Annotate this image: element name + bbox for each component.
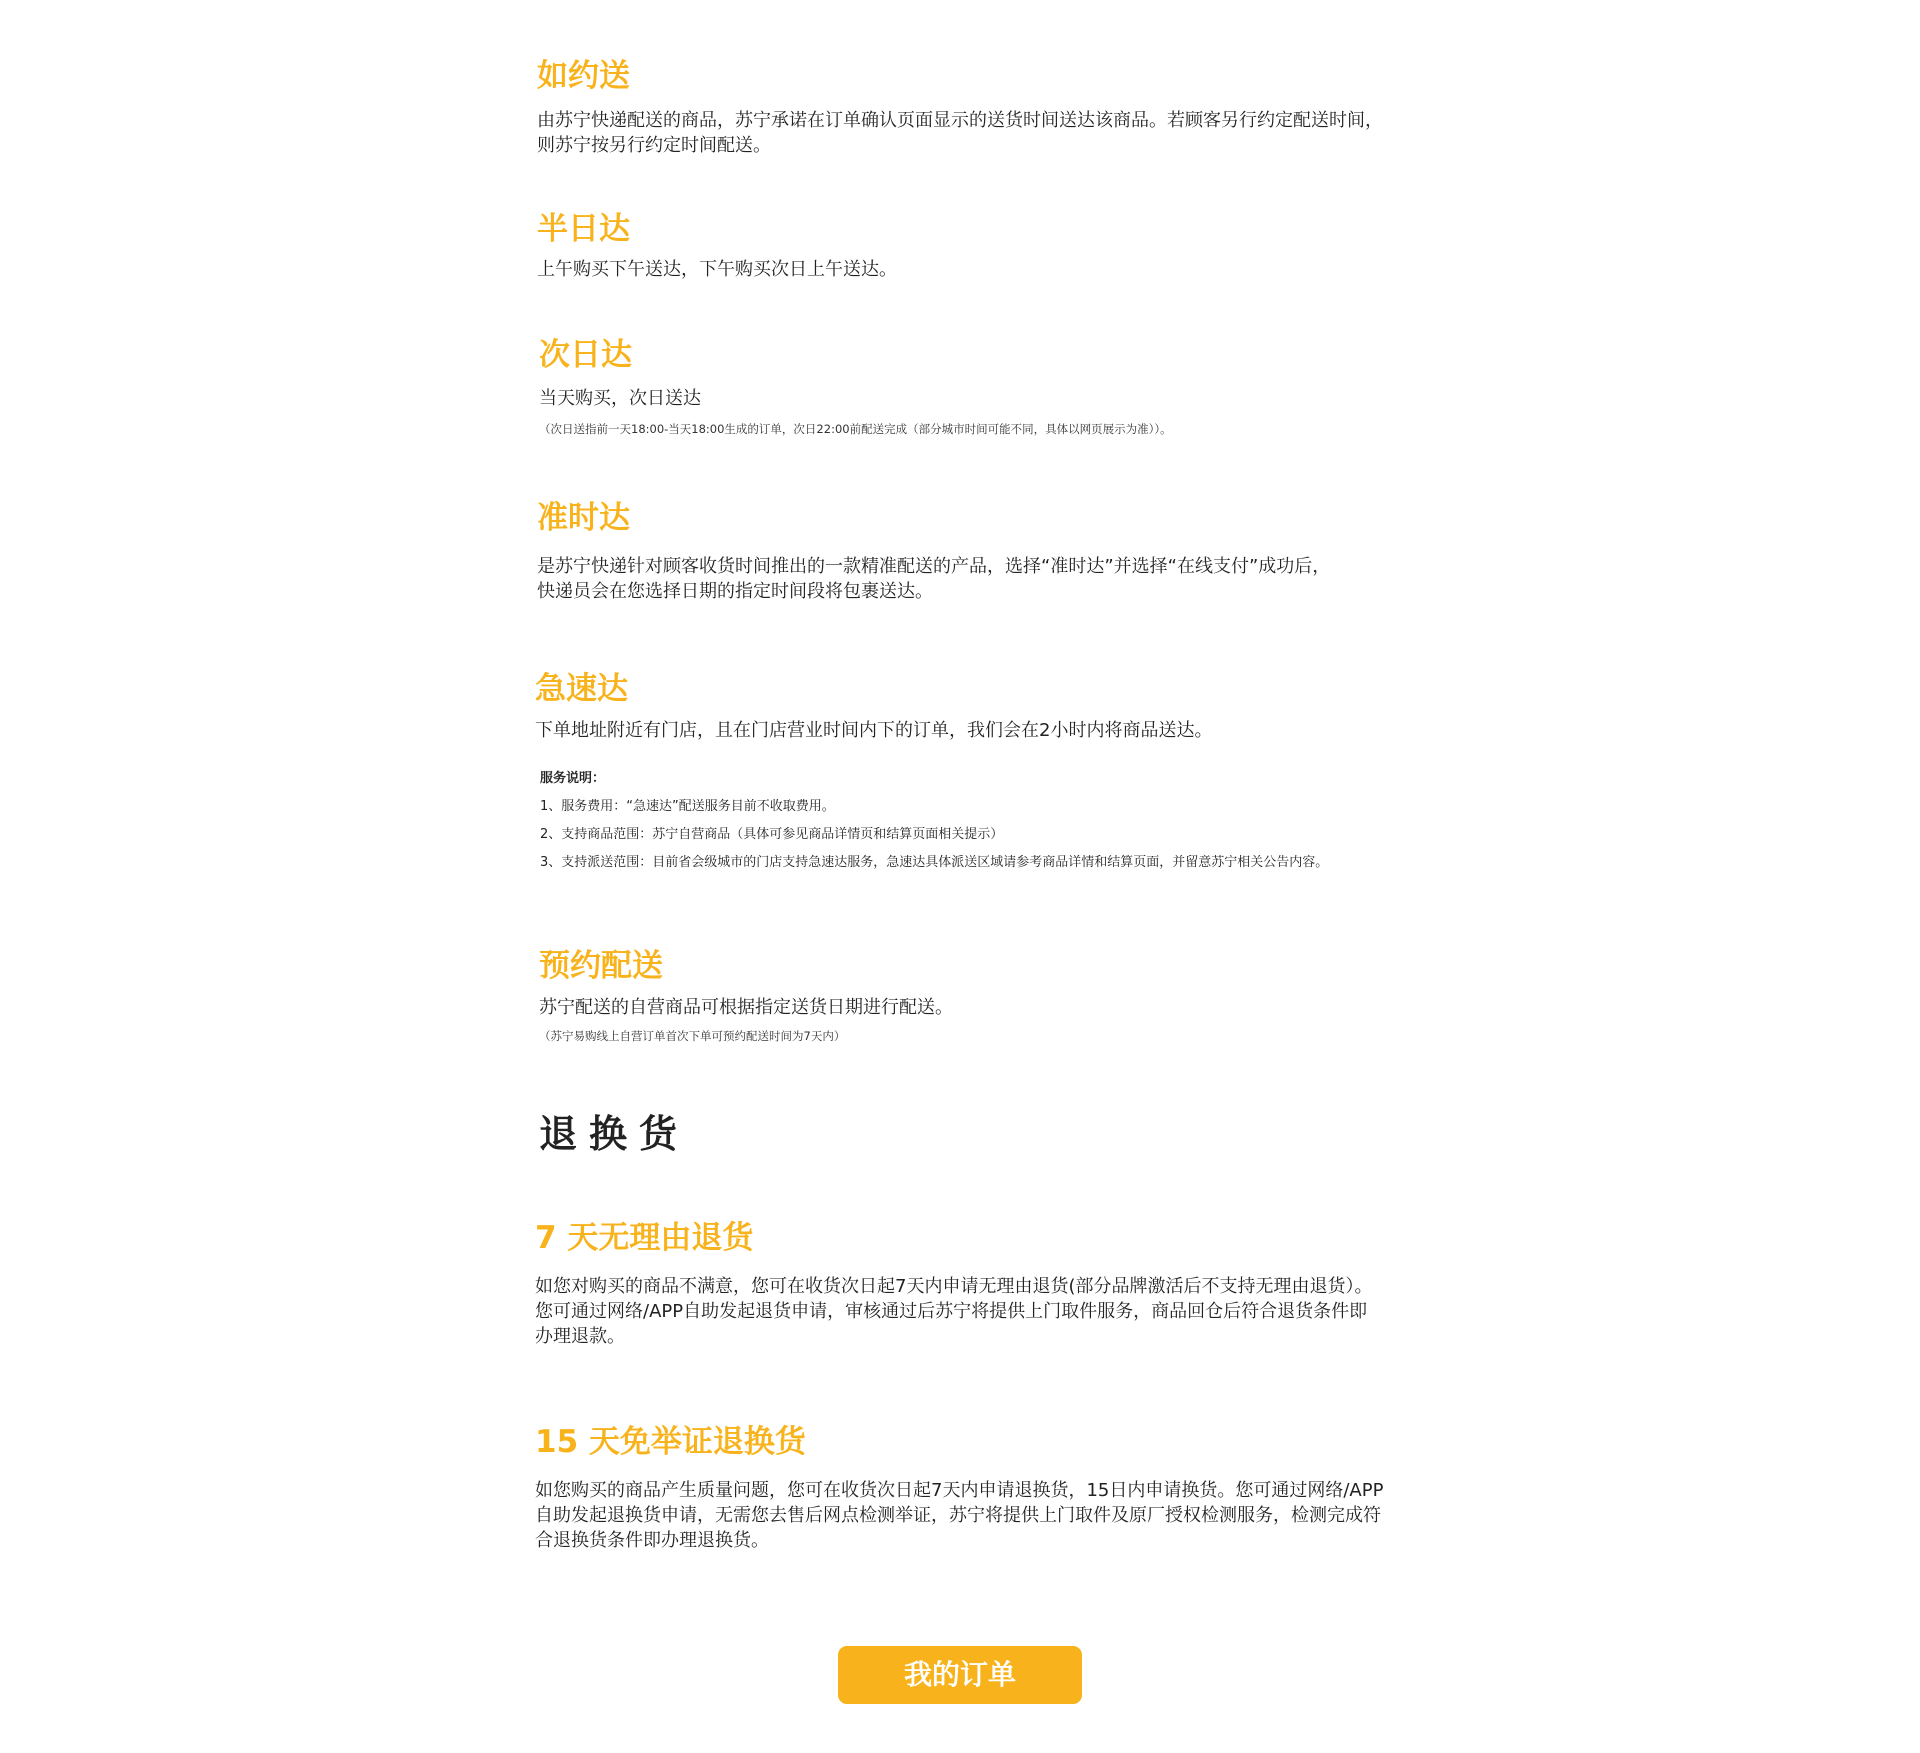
seven-day-return-line2: 您可通过网络/APP自助发起退货申请，审核通过后苏宁将提供上门取件服务，商品回仓后符合退货条件即: [535, 1301, 1368, 1322]
cirida-note: （次日送指前一天18:00-当天18:00生成的订单，次日22:00前配送完成（部分城市时间可能不同，具体以网页展示为准））。: [539, 422, 1172, 436]
fifteen-day-return-title: 15 天免举证退换货: [535, 1424, 806, 1460]
yuyue-line1: 苏宁配送的自营商品可根据指定送货日期进行配送。: [539, 997, 953, 1018]
zhunshida-title: 准时达: [537, 500, 630, 536]
ruyuesong-line1: 由苏宁快递配送的商品，苏宁承诺在订单确认页面显示的送货时间送达该商品。若顾客另行约定配送时间，: [537, 110, 1383, 131]
banrida-title: 半日达: [537, 211, 630, 247]
returns-heading: 退换货: [539, 1112, 690, 1156]
seven-day-return-line1: 如您对购买的商品不满意，您可在收货次日起7天内申请无理由退货(部分品牌激活后不支持无理由退货）。: [535, 1276, 1373, 1297]
jisuda-service-item-1: 1、服务费用：“急速达”配送服务目前不收取费用。: [540, 799, 835, 814]
seven-day-return-title: 7 天无理由退货: [535, 1220, 754, 1256]
zhunshida-line1: 是苏宁快递针对顾客收货时间推出的一款精准配送的产品，选择“准时达”并选择“在线支付”成功后，: [537, 556, 1331, 577]
cirida-line1: 当天购买，次日送达: [539, 388, 701, 409]
seven-day-return-line3: 办理退款。: [535, 1326, 625, 1347]
zhunshida-line2: 快递员会在您选择日期的指定时间段将包裹送达。: [537, 581, 933, 602]
yuyue-note: （苏宁易购线上自营订单首次下单可预约配送时间为7天内）: [539, 1029, 846, 1043]
my-orders-button[interactable]: 我的订单: [838, 1646, 1082, 1704]
banrida-line1: 上午购买下午送达，下午购买次日上午送达。: [537, 259, 897, 280]
cirida-title: 次日达: [539, 337, 632, 373]
ruyuesong-title: 如约送: [537, 58, 630, 94]
jisuda-service-item-2: 2、支持商品范围：苏宁自营商品（具体可参见商品详情页和结算页面相关提示）: [540, 827, 1004, 842]
jisuda-service-item-3: 3、支持派送范围：目前省会级城市的门店支持急速达服务，急速达具体派送区域请参考商品详情和结算页面，并留意苏宁相关公告内容。: [540, 855, 1329, 870]
yuyue-title: 预约配送: [539, 948, 663, 984]
fifteen-day-return-line2: 自助发起退换货申请，无需您去售后网点检测举证，苏宁将提供上门取件及原厂授权检测服务，检测完成符: [535, 1505, 1381, 1526]
jisuda-line1: 下单地址附近有门店，且在门店营业时间内下的订单，我们会在2小时内将商品送达。: [535, 720, 1213, 741]
jisuda-service-title: 服务说明：: [540, 771, 606, 786]
fifteen-day-return-line3: 合退换货条件即办理退换货。: [535, 1530, 769, 1551]
ruyuesong-line2: 则苏宁按另行约定时间配送。: [537, 135, 771, 156]
jisuda-title: 急速达: [535, 671, 628, 707]
fifteen-day-return-line1: 如您购买的商品产生质量问题，您可在收货次日起7天内申请退换货，15日内申请换货。您可通过网络/APP: [535, 1480, 1384, 1501]
